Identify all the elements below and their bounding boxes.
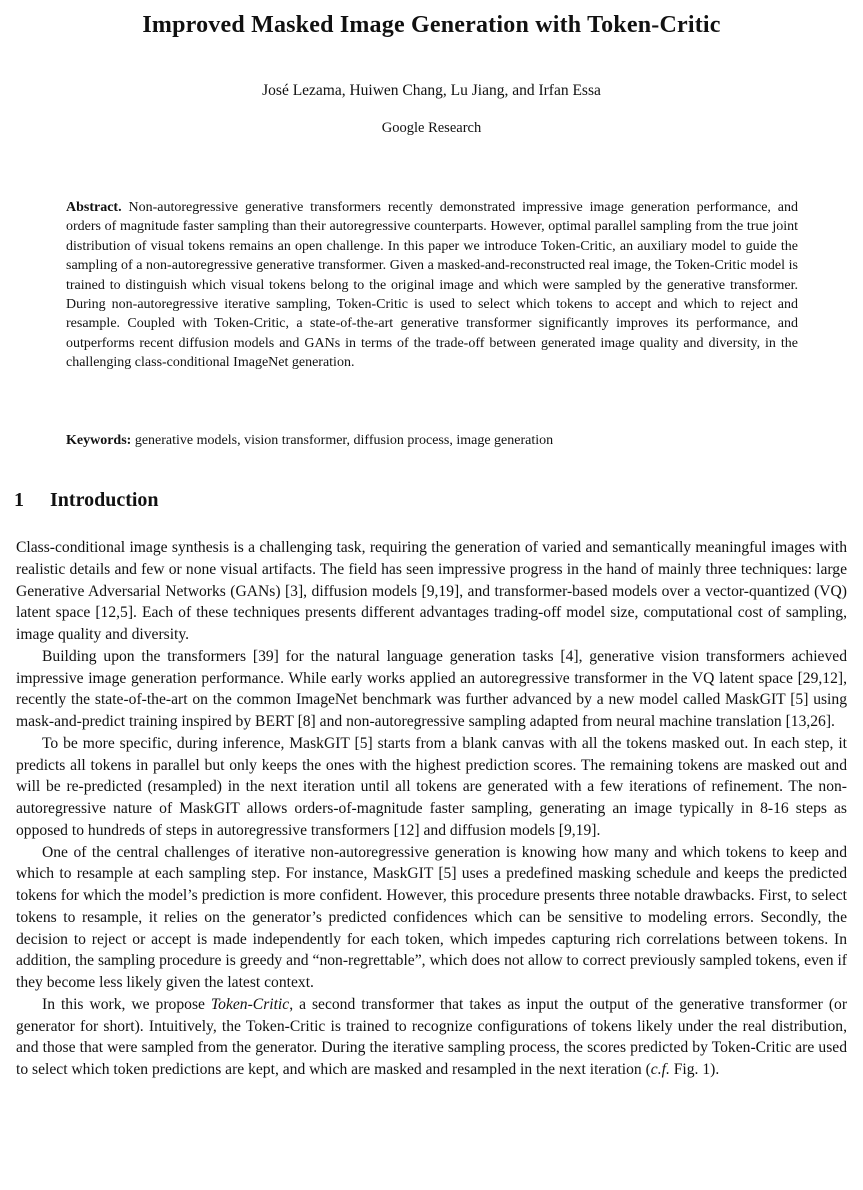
keywords — [66, 431, 798, 450]
section-number: 1 — [14, 489, 24, 511]
paragraph: To be more specific, during inference, MaskGIT [5] starts from a blank canvas with all the tokens masked out. In each step, it predicts all tokens in parallel but only keeps the ones with the highest prediction scores. The remaining tokens are masked out and will be re-predicted (resampled) in the next iteration until all tokens are generated with a few iterations of refinement. The non-autoregressive nature of MaskGIT allows orders-of-magnitude faster sampling, generating an image typically in 8-16 steps as opposed to hundreds of steps in autoregressive transformers [12] and diffusion models [9,19]. — [16, 734, 847, 839]
abstract-label: Abstract. — [66, 200, 122, 215]
paragraph: One of the central challenges of iterative non-autoregressive generation is knowing how many and which tokens to keep and which to resample at each sampling step. For instance, MaskGIT [5] uses a predefined masking schedule and keeps the predicted tokens for which the model’s prediction is more confident. However, this procedure presents three notable drawbacks. First, to select tokens to resample, it relies on the generator’s predicted confidences which can be sensitive to modeling errors. Secondly, the decision to reject or accept is made independently for each token, which impedes capturing rich correlations between tokens. In addition, the sampling procedure is greedy and “non-regrettable”, which does not allow to correct previously sampled tokens, even if they become less likely given the latest context. — [16, 843, 847, 991]
author-list: José Lezama, Huiwen Chang, Lu Jiang, and Irfan Essa — [262, 82, 601, 99]
section-body — [16, 537, 847, 1081]
figure-reference: Fig. 1). — [669, 1061, 720, 1078]
paragraph-text: In this work, we propose — [42, 995, 211, 1013]
paragraph: Building upon the transformers [39] for the natural language generation tasks [4], generative vision transformers achieved impressive image generation performance. While early works applied an autoregressive transformer in the VQ latent space [29,12], recently the state-of-the-art on the common ImageNet benchmark was further advanced by a new model called MaskGIT [5] using mask-and-predict training inspired by BERT [8] and non-autoregressive sampling adapted from neural machine translation [13,26]. — [16, 647, 847, 730]
emphasis-cf: c.f. — [650, 1061, 670, 1078]
paragraph-text: , a second transformer that takes as input the output of the generative transformer (or generator for short). Intuitively, the Token-Critic is trained to recognize configurations of tokens likely under the real distribution, and those that were sampled from the generator. During the iterative sampling process, the scores predicted by Token-Critic are used to select which token predictions are kept, and which are masked and resampled in the next iteration ( — [16, 995, 848, 1078]
keywords-text: generative models, vision transformer, diffusion process, image generation — [134, 433, 554, 448]
affiliation: Google Research — [381, 120, 482, 136]
section-heading — [14, 489, 159, 512]
paragraph: Class-conditional image synthesis is a challenging task, requiring the generation of varied and semantically meaningful images with realistic details and few or none visual artifacts. The field has seen impressive progress in the hand of mainly three techniques: large Generative Adversarial Networks (GANs) [3], diffusion models [9,19], and transformer-based models over a vector-quantized (VQ) latent space [12,5]. Each of these techniques presents different advantages trading-off model size, computational cost of sampling, image quality and diversity. — [16, 539, 847, 643]
paper-title: Improved Masked Image Generation with Token-Critic — [142, 12, 721, 38]
section-title: Introduction — [50, 489, 159, 511]
paragraph — [16, 994, 847, 1081]
abstract-text: Non-autoregressive generative transformers recently demonstrated impressive image generation performance, and orders of magnitude faster sampling than their autoregressive counterparts. However, optimal parallel sampling from the true joint distribution of visual tokens remains an open challenge. In this paper we introduce Token-Critic, an auxiliary model to guide the sampling of a non-autoregressive generative transformer. Given a masked-and-reconstructed real image, the Token-Critic model is trained to distinguish which visual tokens belong to the original image and which were sampled by the generative transformer. During non-autoregressive iterative sampling, Token-Critic is used to select which tokens to accept and which to reject and resample. Coupled with Token-Critic, a state-of-the-art generative transformer significantly improves its performance, and outperforms recent diffusion models and GANs in terms of the trade-off between generated image quality and diversity, in the challenging class-conditional ImageNet generation. — [66, 200, 799, 371]
abstract — [66, 198, 798, 373]
emphasis-token-critic: Token-Critic — [210, 995, 290, 1013]
keywords-label: Keywords: — [66, 433, 132, 448]
